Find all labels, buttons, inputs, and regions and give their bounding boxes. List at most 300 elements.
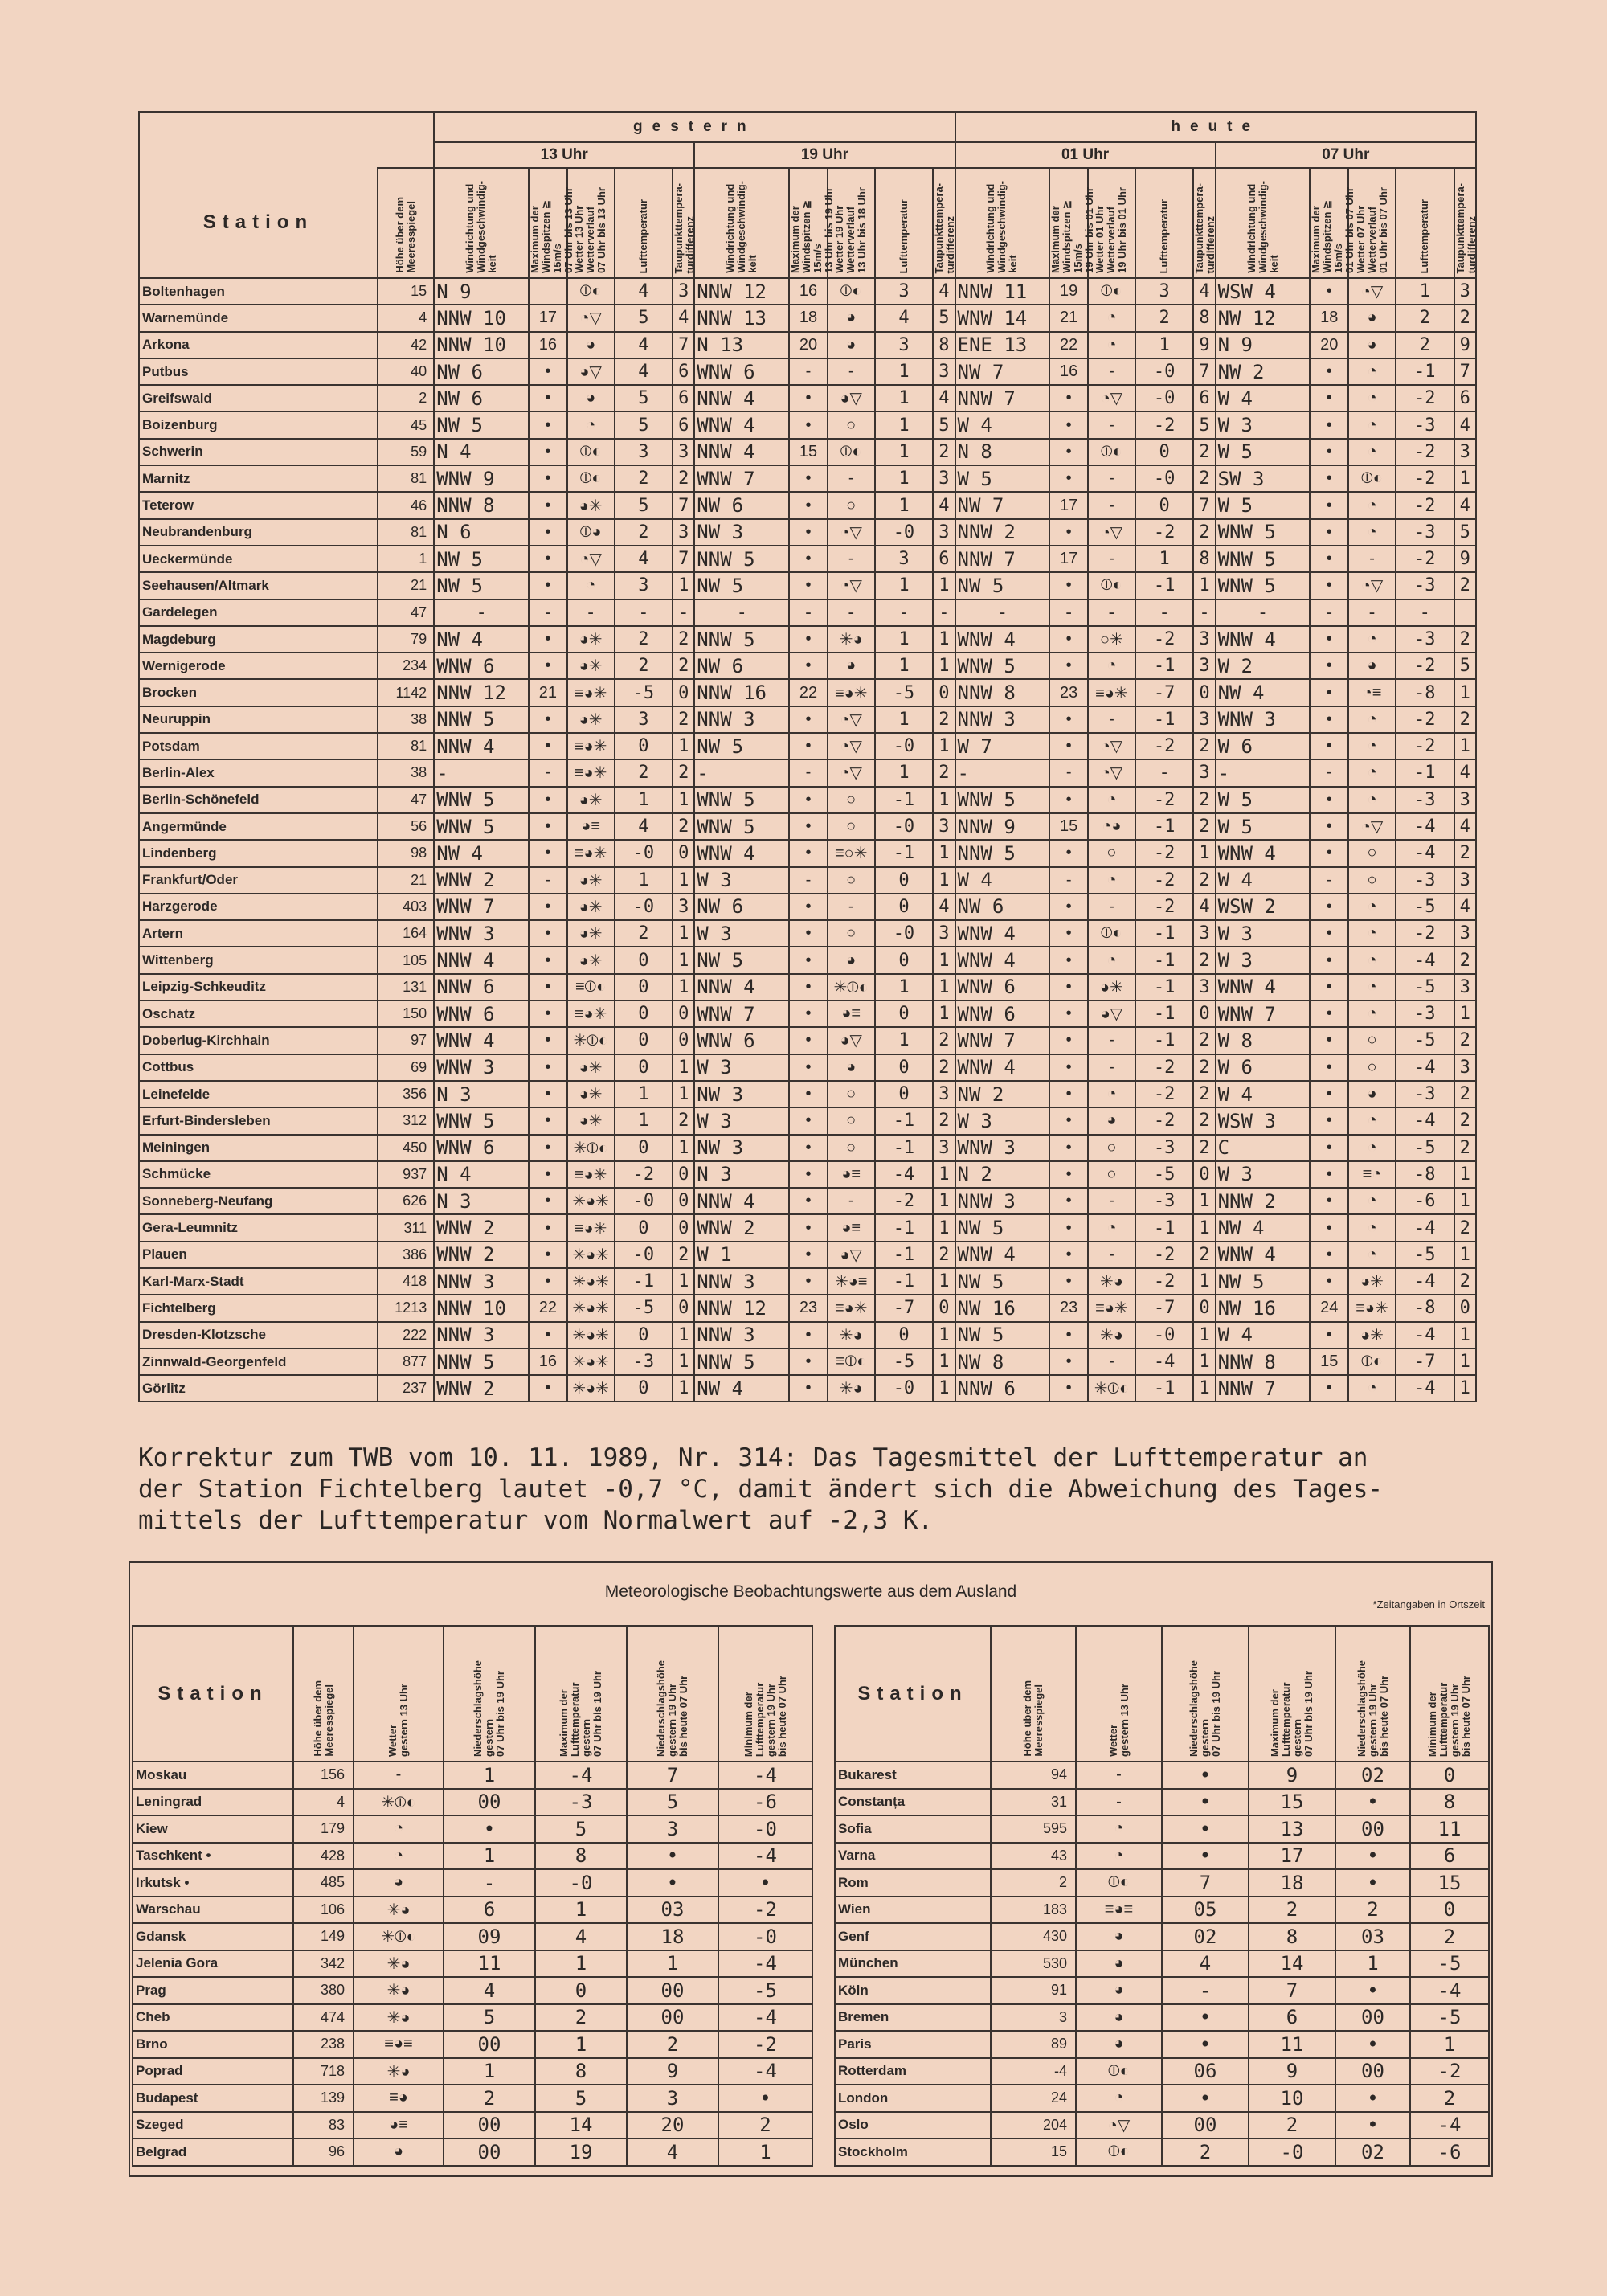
table-cell: 5 [1454, 653, 1476, 679]
table-cell: 8 [1193, 546, 1215, 572]
table-cell: ○ [828, 787, 875, 813]
table-cell: -5 [1396, 1242, 1454, 1268]
table-cell: NNW 8 [434, 492, 529, 518]
table-cell: 3 [1193, 653, 1215, 679]
table-cell: Teterow [139, 492, 378, 518]
table-cell: WNW 7 [694, 1001, 789, 1027]
table-cell: 00 [627, 1977, 718, 2004]
table-cell: -1 [1135, 920, 1194, 947]
table-cell: C [1216, 1135, 1311, 1161]
table-cell: - [789, 358, 828, 385]
table-cell: ◔ [1348, 787, 1396, 813]
table-cell: 0 [1410, 1897, 1489, 1924]
foreign-observations-box [129, 1561, 1493, 2177]
table-row [133, 2031, 812, 2058]
table-cell: Rotterdam [835, 2058, 991, 2085]
table-cell: WNW 5 [434, 787, 529, 813]
table-cell: • [1335, 2031, 1410, 2058]
table-cell: 3 [1454, 867, 1476, 894]
table-cell: ◕≡ [567, 813, 615, 840]
table-cell: ◕ [567, 385, 615, 411]
table-cell: -0 [875, 813, 934, 840]
table-cell: 19 [535, 2138, 627, 2166]
table-cell: ◕✳ [567, 1081, 615, 1107]
table-cell: • [529, 920, 567, 947]
table-cell: WNW 5 [434, 813, 529, 840]
table-cell: - [434, 600, 529, 626]
table-cell: - [673, 600, 694, 626]
table-cell: ✳⦶◐ [354, 1789, 444, 1816]
column-header-text: Taupunkttempera- turdifferenz [933, 182, 957, 273]
table-cell: - [1135, 600, 1194, 626]
table-cell: 2 [673, 626, 694, 653]
table-cell: ◔▽ [828, 706, 875, 733]
table-cell: ⦶◐ [567, 439, 615, 465]
table-cell: ◕ [1348, 332, 1396, 358]
table-cell: W 4 [955, 867, 1050, 894]
table-cell: WNW 2 [434, 1375, 529, 1402]
table-cell: WNW 3 [434, 920, 529, 947]
table-row [133, 2004, 812, 2032]
table-cell: 0 [933, 1295, 955, 1321]
table-cell: ◕✳ [567, 706, 615, 733]
table-cell: - [1162, 1977, 1249, 2004]
table-cell: 2 [378, 385, 434, 411]
table-cell: 3 [1454, 974, 1476, 1001]
table-row [139, 572, 1476, 599]
table-cell: ◔▽ [1076, 2112, 1162, 2139]
table-cell: 1 [875, 572, 934, 599]
table-cell: N 3 [434, 1188, 529, 1214]
table-cell: ✳◕ [354, 1950, 444, 1978]
table-cell: • [789, 813, 828, 840]
table-cell: 2 [1135, 305, 1194, 331]
table-cell: ○ [828, 813, 875, 840]
column-header-text: Maximum der Windspitzen ≧ 15m/s 13 Uhr bis 19 Uhr [789, 187, 836, 273]
table-cell: Arkona [139, 332, 378, 358]
table-cell: -0 [875, 733, 934, 759]
table-cell: WNW 4 [955, 1054, 1050, 1081]
table-cell: 3 [627, 1815, 718, 1843]
table-cell: • [789, 1188, 828, 1214]
table-cell: NW 5 [434, 572, 529, 599]
table-cell: NW 3 [694, 1081, 789, 1107]
table-cell: NNW 7 [955, 546, 1050, 572]
table-cell: • [529, 1001, 567, 1027]
table-cell: ◕ [1076, 1950, 1162, 1978]
table-cell: 22 [529, 1295, 567, 1321]
table-row [139, 974, 1476, 1001]
table-cell: -3 [1396, 626, 1454, 653]
table-cell: 4 [615, 278, 673, 305]
table-cell: 3 [1193, 920, 1215, 947]
table-row [133, 1815, 812, 1843]
table-cell: -1 [875, 1135, 934, 1161]
table-cell: -3 [1396, 572, 1454, 599]
table-cell: 0 [615, 1214, 673, 1241]
table-cell: WNW 6 [434, 1135, 529, 1161]
table-cell: ✳◕ [354, 2004, 444, 2032]
table-cell: 38 [378, 759, 434, 786]
table-cell: ◔ [1348, 733, 1396, 759]
table-cell: - [529, 867, 567, 894]
table-cell: 8 [1410, 1789, 1489, 1816]
table-cell: -0 [1135, 465, 1194, 492]
table-cell: 1213 [378, 1295, 434, 1321]
table-cell: • [1335, 1977, 1410, 2004]
table-cell: 3 [933, 519, 955, 546]
table-row [835, 1789, 1489, 1816]
table-cell: 5 [933, 411, 955, 438]
table-cell: NNW 10 [434, 332, 529, 358]
time-19: 19 Uhr [694, 142, 955, 168]
table-cell: WNW 2 [694, 1214, 789, 1241]
table-cell: ◔ [1348, 706, 1396, 733]
table-cell: NW 6 [694, 653, 789, 679]
table-cell: - [1193, 600, 1215, 626]
table-cell: 356 [378, 1081, 434, 1107]
table-row [139, 439, 1476, 465]
table-cell: • [789, 1081, 828, 1107]
table-cell: NNW 11 [955, 278, 1050, 305]
table-cell: -2 [718, 1897, 812, 1924]
table-cell: 0 [875, 1322, 934, 1349]
table-cell: • [789, 1054, 828, 1081]
table-cell: ◕✳ [567, 626, 615, 653]
table-cell: - [694, 759, 789, 786]
table-cell: 00 [444, 2112, 535, 2139]
table-cell: 2 [718, 2112, 812, 2139]
table-cell: 718 [293, 2058, 354, 2085]
table-cell: ◕▽ [828, 1242, 875, 1268]
table-cell: 530 [991, 1950, 1076, 1978]
table-cell: -2 [1135, 1107, 1194, 1134]
table-cell: • [789, 840, 828, 866]
table-cell: W 1 [694, 1242, 789, 1268]
table-cell: -2 [1135, 626, 1194, 653]
table-cell: ◕✳ [567, 1054, 615, 1081]
table-cell: ○ [1088, 840, 1135, 866]
table-cell: 1 [673, 787, 694, 813]
table-cell: ◔ [354, 1815, 444, 1843]
table-cell: • [529, 358, 567, 385]
table-cell: N 6 [434, 519, 529, 546]
table-cell: Angermünde [139, 813, 378, 840]
column-header [444, 1626, 535, 1762]
table-cell: 2 [1193, 1081, 1215, 1107]
table-cell: • [789, 653, 828, 679]
table-cell: NW 5 [1216, 1268, 1311, 1295]
table-cell: NNW 2 [1216, 1188, 1311, 1214]
table-cell: ◕✳ [567, 894, 615, 920]
table-cell: ○ [1088, 1135, 1135, 1161]
table-cell: ◔ [1088, 1214, 1135, 1241]
table-cell: • [1310, 465, 1348, 492]
table-cell: 0 [875, 947, 934, 973]
table-cell: WNW 2 [434, 1214, 529, 1241]
table-cell: Poprad [133, 2058, 293, 2085]
table-cell: 9 [1249, 1762, 1335, 1789]
table-cell: Harzgerode [139, 894, 378, 920]
table-cell: ◔ [1348, 974, 1396, 1001]
table-cell: • [1049, 626, 1088, 653]
table-cell: 11 [1410, 1815, 1489, 1843]
table-cell: 5 [535, 2085, 627, 2112]
table-cell: 2 [1454, 840, 1476, 866]
table-cell: 2 [1396, 332, 1454, 358]
table-cell: -3 [1135, 1135, 1194, 1161]
table-cell: NW 7 [955, 492, 1050, 518]
table-cell: 4 [615, 813, 673, 840]
table-cell: -4 [1135, 1349, 1194, 1375]
table-cell: 2 [1454, 1027, 1476, 1054]
table-cell: W 4 [1216, 1322, 1311, 1349]
table-cell: 1 [875, 439, 934, 465]
table-row [139, 358, 1476, 385]
table-cell: 1 [1193, 1375, 1215, 1402]
table-cell: 17 [529, 305, 567, 331]
table-row [835, 2004, 1489, 2032]
table-cell: WNW 4 [1216, 974, 1311, 1001]
table-cell: W 8 [1216, 1027, 1311, 1054]
table-cell: 380 [293, 1977, 354, 2004]
table-cell: NW 6 [694, 894, 789, 920]
column-header [1335, 1626, 1410, 1762]
table-cell: ◔ [1348, 411, 1396, 438]
table-cell: NNW 10 [434, 1295, 529, 1321]
column-header-text: Wetter 13 Uhr Wetterverlauf 07 Uhr bis 13 Uhr [573, 187, 608, 273]
table-cell: 02 [1335, 2138, 1410, 2166]
column-header-text: Taupunkttempera- turdifferenz [1454, 182, 1478, 273]
table-cell: -7 [1396, 1349, 1454, 1375]
table-cell: • [1310, 813, 1348, 840]
table-cell: -4 [718, 2058, 812, 2085]
table-row [835, 1762, 1489, 1789]
table-cell: 2 [1454, 1268, 1476, 1295]
table-cell: 156 [293, 1762, 354, 1789]
table-cell: ○ [828, 920, 875, 947]
table-cell: NNW 13 [694, 305, 789, 331]
table-cell: 4 [1454, 759, 1476, 786]
table-cell: 6 [933, 546, 955, 572]
table-cell: 3 [875, 546, 934, 572]
table-cell: 15 [1249, 1789, 1335, 1816]
table-cell: Meiningen [139, 1135, 378, 1161]
table-cell: 164 [378, 920, 434, 947]
table-cell: 1 [933, 626, 955, 653]
table-cell: 40 [378, 358, 434, 385]
table-row [139, 385, 1476, 411]
table-cell: 69 [378, 1054, 434, 1081]
table-row [835, 1923, 1489, 1950]
table-cell: NNW 3 [955, 706, 1050, 733]
table-cell: NW 5 [955, 1268, 1050, 1295]
table-row [133, 1762, 812, 1789]
table-cell: -2 [1135, 1242, 1194, 1268]
table-cell: 1 [1454, 1188, 1476, 1214]
table-row [835, 1977, 1489, 2004]
table-cell: ≡◕✳ [567, 733, 615, 759]
table-cell: 0 [615, 947, 673, 973]
table-cell: ✳◕✳ [567, 1375, 615, 1402]
table-cell: W 3 [694, 1107, 789, 1134]
table-cell: 9 [1249, 2058, 1335, 2085]
table-cell: 0 [615, 1135, 673, 1161]
table-cell: ◕ [828, 332, 875, 358]
table-cell: NW 6 [955, 894, 1050, 920]
table-cell: 2 [1193, 733, 1215, 759]
table-cell: ⦶◐ [1088, 278, 1135, 305]
table-cell: • [1049, 1027, 1088, 1054]
table-cell: W 4 [1216, 385, 1311, 411]
table-cell: 00 [1335, 1815, 1410, 1843]
column-header [933, 168, 955, 278]
table-cell: N 4 [434, 439, 529, 465]
table-cell: -5 [1396, 894, 1454, 920]
table-cell: 7 [673, 492, 694, 518]
table-cell: -2 [1396, 733, 1454, 759]
table-cell: • [789, 1375, 828, 1402]
table-cell: NW 5 [955, 1214, 1050, 1241]
table-cell: 4 [615, 546, 673, 572]
table-cell: 18 [1249, 1869, 1335, 1897]
column-header [1310, 168, 1356, 278]
table-row [139, 787, 1476, 813]
table-cell: 02 [1335, 1762, 1410, 1789]
table-cell: • [1310, 1242, 1348, 1268]
table-cell: 43 [991, 1843, 1076, 1870]
table-cell: NNW 4 [694, 974, 789, 1001]
table-cell: SW 3 [1216, 465, 1311, 492]
column-header-text: Niederschlagshöhe gestern 07 Uhr bis 19 Uhr [1188, 1660, 1222, 1757]
table-cell: ◕✳ [1088, 974, 1135, 1001]
table-cell: • [529, 626, 567, 653]
table-cell: • [1049, 920, 1088, 947]
table-cell: -1 [875, 1268, 934, 1295]
table-cell: N 9 [1216, 332, 1311, 358]
table-cell: 00 [1335, 2058, 1410, 2085]
table-cell: -2 [1396, 492, 1454, 518]
column-header [694, 168, 789, 278]
table-cell: -2 [1410, 2058, 1489, 2085]
table-cell: ◕ [828, 653, 875, 679]
table-cell: • [1310, 974, 1348, 1001]
table-cell: 386 [378, 1242, 434, 1268]
table-cell: -2 [1396, 465, 1454, 492]
column-header [991, 1626, 1076, 1762]
table-cell: • [789, 1001, 828, 1027]
table-cell: 7 [673, 332, 694, 358]
table-cell: -2 [1135, 411, 1194, 438]
table-cell: Neuruppin [139, 706, 378, 733]
table-cell: -0 [875, 1375, 934, 1402]
table-cell: -2 [1135, 867, 1194, 894]
table-row [133, 1923, 812, 1950]
table-cell: 9 [1193, 332, 1215, 358]
table-cell: 16 [789, 278, 828, 305]
table-cell: ⦶◐ [1088, 439, 1135, 465]
table-cell: ⦶◕ [567, 519, 615, 546]
table-cell: ◔▽ [1348, 813, 1396, 840]
table-cell: 1 [875, 492, 934, 518]
table-row [133, 1869, 812, 1897]
table-cell: • [1310, 572, 1348, 599]
table-cell: -4 [1396, 1375, 1454, 1402]
table-cell: ≡◕✳ [567, 840, 615, 866]
table-cell: 1 [933, 1322, 955, 1349]
table-cell: -2 [1396, 439, 1454, 465]
table-cell: 2 [933, 1107, 955, 1134]
table-cell: 81 [378, 733, 434, 759]
table-cell: -3 [615, 1349, 673, 1375]
table-cell: • [529, 947, 567, 973]
table-cell: ◔ [1348, 1242, 1396, 1268]
table-cell: -2 [1135, 1081, 1194, 1107]
table-cell: • [1049, 1107, 1088, 1134]
table-cell: ≡◕✳ [828, 1295, 875, 1321]
table-cell: 2 [933, 1242, 955, 1268]
table-cell: • [529, 1027, 567, 1054]
table-cell: 5 [1454, 519, 1476, 546]
table-cell: • [1162, 2004, 1249, 2032]
table-cell: 2 [1249, 2112, 1335, 2139]
table-cell: -6 [718, 1789, 812, 1816]
table-cell: Taschkent • [133, 1843, 293, 1870]
table-cell: -3 [535, 1789, 627, 1816]
table-cell: Belgrad [133, 2138, 293, 2166]
table-cell: 1 [1135, 546, 1194, 572]
table-cell: 1 [673, 1322, 694, 1349]
table-cell: WNW 4 [955, 947, 1050, 973]
table-cell: 8 [535, 2058, 627, 2085]
table-cell: • [1310, 626, 1348, 653]
table-cell: 1 [933, 974, 955, 1001]
table-cell: 2 [1193, 465, 1215, 492]
table-cell: 474 [293, 2004, 354, 2032]
table-cell: -1 [1135, 706, 1194, 733]
table-cell: 1142 [378, 679, 434, 706]
table-cell: 00 [444, 1789, 535, 1816]
column-header-text: Höhe über dem Meeresspiegel [311, 1680, 335, 1757]
table-cell: • [1049, 1322, 1088, 1349]
table-cell: 0 [1193, 1161, 1215, 1188]
table-cell: ◔ [1348, 1107, 1396, 1134]
table-cell: ◔▽ [567, 546, 615, 572]
table-cell: ◔ [1088, 332, 1135, 358]
table-cell: 4 [615, 358, 673, 385]
table-cell: 204 [991, 2112, 1076, 2139]
table-cell: 1 [673, 1349, 694, 1375]
table-cell: 2 [991, 1869, 1076, 1897]
table-cell: NNW 4 [694, 439, 789, 465]
table-cell: ◔≡ [1348, 679, 1396, 706]
table-cell: ENE 13 [955, 332, 1050, 358]
table-cell: W 4 [955, 411, 1050, 438]
table-cell: -2 [1135, 894, 1194, 920]
table-cell: 2 [1454, 947, 1476, 973]
table-cell: 4 [1193, 894, 1215, 920]
table-cell: -4 [1396, 1214, 1454, 1241]
column-header [434, 168, 529, 278]
table-cell: ◔▽ [1348, 278, 1396, 305]
table-cell: 3 [1454, 278, 1476, 305]
table-cell: 0 [875, 894, 934, 920]
table-cell: 1 [1135, 332, 1194, 358]
table-cell: 2 [673, 1107, 694, 1134]
table-cell: 2 [933, 439, 955, 465]
column-header-text: Niederschlagshöhe gestern 19 Uhr bis heute 07 Uhr [655, 1660, 689, 1757]
table-cell: -1 [875, 840, 934, 866]
